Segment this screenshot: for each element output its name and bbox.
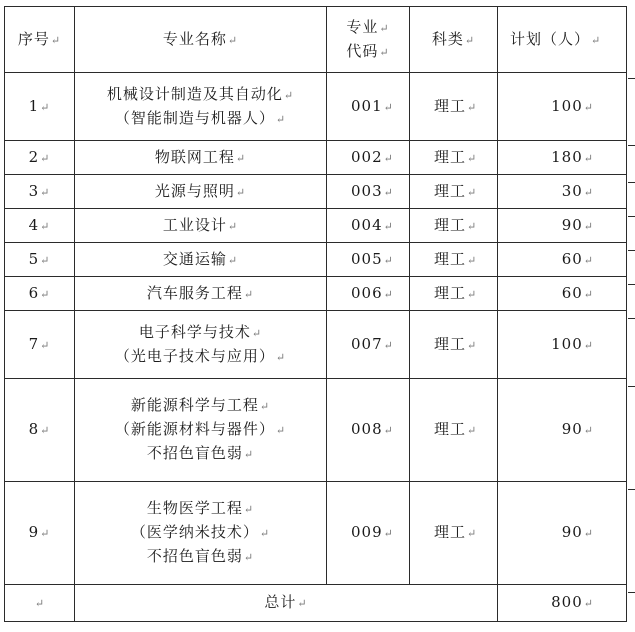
subject-type: 理工↵ bbox=[410, 73, 498, 141]
table-row bbox=[5, 73, 627, 141]
table-row bbox=[5, 175, 627, 209]
total-row bbox=[5, 585, 627, 622]
row-number: 8↵ bbox=[5, 379, 75, 482]
header-row bbox=[5, 7, 627, 73]
table-row bbox=[5, 311, 627, 379]
plan-count: 90↵ bbox=[498, 209, 627, 243]
subject-type: 理工↵ bbox=[410, 311, 498, 379]
plan-count: 180↵ bbox=[498, 141, 627, 175]
plan-count: 90↵ bbox=[498, 482, 627, 585]
major-code: 003↵ bbox=[327, 175, 410, 209]
major-code: 002↵ bbox=[327, 141, 410, 175]
major-code: 006↵ bbox=[327, 277, 410, 311]
plan-count: 100↵ bbox=[498, 73, 627, 141]
major-code: 001↵ bbox=[327, 73, 410, 141]
row-end-mark bbox=[628, 592, 635, 593]
subject-type: 理工↵ bbox=[410, 175, 498, 209]
table-row bbox=[5, 209, 627, 243]
major-name bbox=[75, 379, 327, 482]
major-name-line: （智能制造与机器人）↵ bbox=[114, 108, 287, 127]
header-plan: 计划（人）↵ bbox=[498, 7, 627, 73]
header-no: 序号↵ bbox=[5, 7, 75, 73]
major-name-line: （新能源材料与器件）↵ bbox=[114, 420, 287, 438]
table-row bbox=[5, 277, 627, 311]
row-end-mark bbox=[628, 284, 635, 285]
row-number: 7↵ bbox=[5, 311, 75, 379]
major-name-line: （医学纳米技术）↵ bbox=[130, 523, 271, 541]
major-code: 007↵ bbox=[327, 311, 410, 379]
major-name bbox=[75, 141, 327, 175]
row-end-mark bbox=[628, 78, 635, 79]
table-row bbox=[5, 141, 627, 175]
major-name bbox=[75, 277, 327, 311]
header-type: 科类↵ bbox=[410, 7, 498, 73]
row-end-mark bbox=[628, 145, 635, 146]
header-name: 专业名称↵ bbox=[75, 7, 327, 73]
major-code: 008↵ bbox=[327, 379, 410, 482]
table-row bbox=[5, 379, 627, 482]
table-footer bbox=[5, 585, 627, 622]
row-end-mark bbox=[628, 489, 635, 490]
row-number: 1↵ bbox=[5, 73, 75, 141]
major-name-line: 不招色盲色弱↵ bbox=[146, 547, 255, 565]
total-value: 800↵ bbox=[498, 585, 627, 622]
subject-type: 理工↵ bbox=[410, 209, 498, 243]
major-name-line: 生物医学工程↵ bbox=[146, 499, 255, 517]
row-end-mark bbox=[628, 216, 635, 217]
row-end-mark bbox=[628, 318, 635, 319]
table-body bbox=[5, 73, 627, 585]
table-row bbox=[5, 482, 627, 585]
plan-count: 100↵ bbox=[498, 311, 627, 379]
row-number: 9↵ bbox=[5, 482, 75, 585]
subject-type: 理工↵ bbox=[410, 243, 498, 277]
major-name bbox=[75, 175, 327, 209]
row-number: 3↵ bbox=[5, 175, 75, 209]
subject-type: 理工↵ bbox=[410, 277, 498, 311]
major-code: 009↵ bbox=[327, 482, 410, 585]
subject-type: 理工↵ bbox=[410, 379, 498, 482]
major-name bbox=[75, 73, 327, 141]
row-end-mark bbox=[628, 250, 635, 251]
major-name bbox=[75, 243, 327, 277]
major-code: 004↵ bbox=[327, 209, 410, 243]
major-name-line: 电子科学与技术↵ bbox=[138, 322, 263, 341]
major-name bbox=[75, 311, 327, 379]
major-name-line: 工业设计↵ bbox=[162, 215, 239, 234]
major-name-line: 交通运输↵ bbox=[162, 249, 239, 268]
row-number: 2↵ bbox=[5, 141, 75, 175]
row-end-mark bbox=[628, 182, 635, 183]
table-row bbox=[5, 243, 627, 277]
plan-count: 60↵ bbox=[498, 243, 627, 277]
major-name-line: 光源与照明↵ bbox=[154, 181, 247, 200]
major-name bbox=[75, 209, 327, 243]
major-name-line: 汽车服务工程↵ bbox=[146, 283, 255, 302]
header-code: 专业↵ 代码↵ bbox=[327, 7, 410, 73]
row-number: 6↵ bbox=[5, 277, 75, 311]
plan-count: 60↵ bbox=[498, 277, 627, 311]
total-empty-cell: ↵ bbox=[5, 585, 75, 622]
enrollment-plan-table bbox=[4, 6, 627, 622]
subject-type: 理工↵ bbox=[410, 141, 498, 175]
total-label: 总计↵ bbox=[75, 585, 498, 622]
major-name-line: 物联网工程↵ bbox=[154, 147, 247, 166]
plan-count: 30↵ bbox=[498, 175, 627, 209]
major-name-line: 新能源科学与工程↵ bbox=[130, 396, 271, 414]
major-name-line: 不招色盲色弱↵ bbox=[146, 444, 255, 462]
major-code: 005↵ bbox=[327, 243, 410, 277]
plan-count: 90↵ bbox=[498, 379, 627, 482]
major-name bbox=[75, 482, 327, 585]
major-name-line: 机械设计制造及其自动化↵ bbox=[106, 84, 295, 103]
major-name-line: （光电子技术与应用）↵ bbox=[114, 346, 287, 365]
row-number: 4↵ bbox=[5, 209, 75, 243]
row-end-mark bbox=[628, 386, 635, 387]
subject-type: 理工↵ bbox=[410, 482, 498, 585]
table-header bbox=[5, 7, 627, 73]
row-number: 5↵ bbox=[5, 243, 75, 277]
